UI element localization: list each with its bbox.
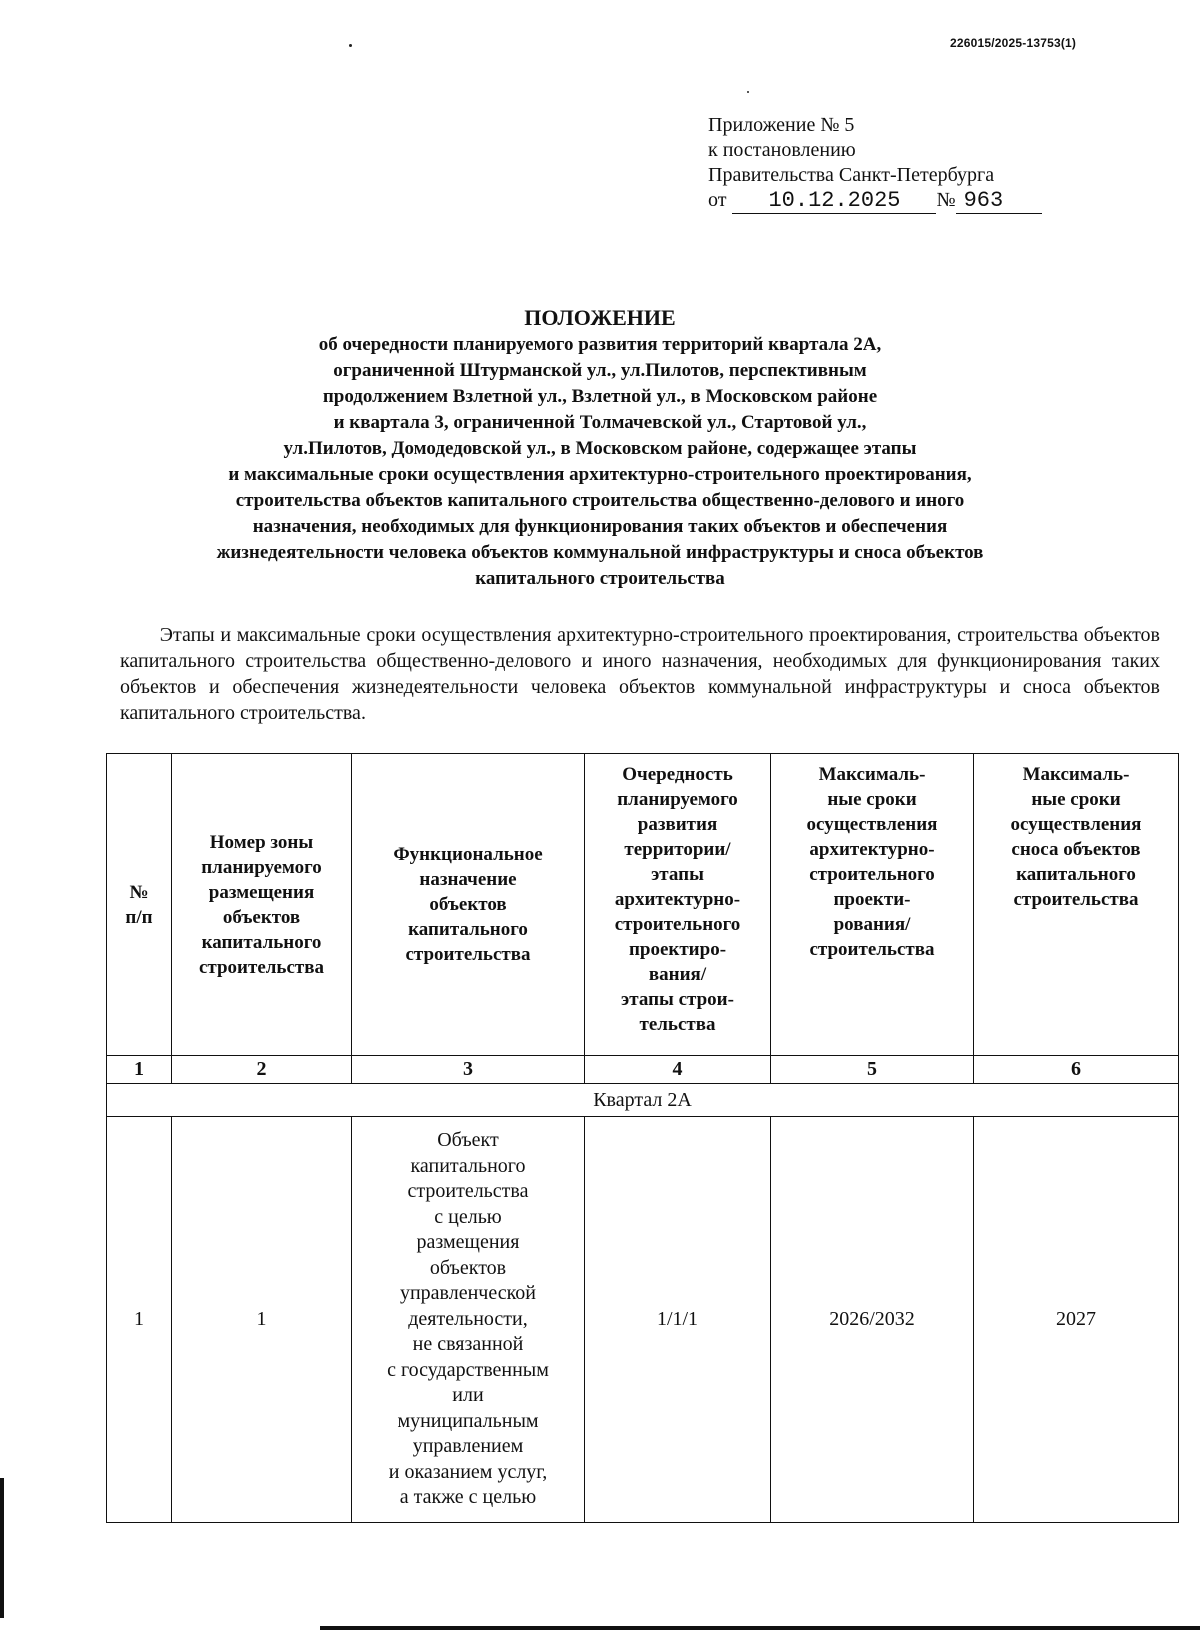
title-line: и максимальные сроки осуществления архитектурно-строительного проектирования, [228, 464, 972, 485]
title-line: и квартала 3, ограниченной Толмачевской ул., Стартовой ул., [333, 412, 867, 433]
section-title: Квартал 2А [107, 1084, 1179, 1117]
appendix-header [708, 113, 1042, 214]
intro-paragraph [120, 622, 1160, 726]
header-demolition-term: Максималь- ные сроки осуществления сноса объектов капитального строительства [974, 754, 1179, 1056]
header-functional-purpose: Функциональное назначение объектов капитального строительства [352, 754, 585, 1056]
column-number: 1 [107, 1056, 172, 1084]
column-number: 2 [172, 1056, 352, 1084]
title-line: ограниченной Штурманской ул., ул.Пилотов, перспективным [333, 360, 867, 381]
header-design-build-term: Максималь- ные сроки осуществления архитектурно- строительного проекти- рования/ строительства [771, 754, 974, 1056]
header-zone-number: Номер зоны планируемого размещения объектов капитального строительства [172, 754, 352, 1056]
column-number: 5 [771, 1056, 974, 1084]
cell-functional-purpose: Объект капитального строительства с целью размещения объектов управленческой деятельности, не связанной с государственным или муниципальным управлением и оказанием услуг, а также с целью [352, 1117, 585, 1523]
cell-zone-number: 1 [172, 1117, 352, 1523]
title-line: об очередности планируемого развития территорий квартала 2А, [318, 334, 882, 355]
title-line: продолжением Взлетной ул., Взлетной ул., в Московском районе [322, 386, 878, 407]
number-label: № [936, 189, 956, 211]
scan-speck [747, 91, 749, 93]
scan-bottom-edge [320, 1626, 1200, 1630]
decree-date-number-row [708, 188, 1042, 214]
appendix-reference: к постановлению [708, 139, 856, 161]
title-line: ул.Пилотов, Домодедовской ул., в Московском районе, содержащее этапы [283, 438, 917, 459]
title-main: ПОЛОЖЕНИЕ [524, 305, 676, 330]
document-title [100, 304, 1100, 592]
scan-edge-mark [0, 1478, 4, 1618]
intro-text: Этапы и максимальные сроки осуществления архитектурно-строительного проектирования, строительства объектов капитального строительства общественно-делового и иного назначения, необходимых для функционирования таких объектов и обеспечения жизнедеятельности человека объектов коммунальной инфраструктуры и сноса объектов капитального строительства. [120, 624, 1161, 724]
decree-number: 963 [956, 190, 1042, 214]
title-line: строительства объектов капитального строительства общественно-делового и иного [235, 490, 965, 511]
column-number: 6 [974, 1056, 1179, 1084]
decree-date: 10.12.2025 [732, 190, 936, 214]
table-header-row [107, 754, 1179, 1056]
column-number: 4 [585, 1056, 771, 1084]
cell-row-number: 1 [107, 1117, 172, 1523]
title-line: жизнедеятельности человека объектов коммунальной инфраструктуры и сноса объектов [216, 542, 984, 563]
stages-table [106, 753, 1179, 1523]
document-id: 226015/2025-13753(1) [950, 36, 1077, 50]
cell-demolition-term: 2027 [974, 1117, 1179, 1523]
title-line: назначения, необходимых для функционирования таких объектов и обеспечения [252, 516, 948, 537]
column-number-row [107, 1056, 1179, 1084]
appendix-number: Приложение № 5 [708, 114, 855, 136]
cell-design-build-term: 2026/2032 [771, 1117, 974, 1523]
title-line: капитального строительства [475, 568, 725, 589]
cell-development-order: 1/1/1 [585, 1117, 771, 1523]
column-number: 3 [352, 1056, 585, 1084]
header-row-number: № п/п [107, 754, 172, 1056]
header-development-order: Очередность планируемого развития территории/ этапы архитектурно- строительного проектиро- вания/ этапы строи- тельства [585, 754, 771, 1056]
section-row [107, 1084, 1179, 1117]
from-label: от [708, 189, 727, 211]
appendix-authority: Правительства Санкт-Петербурга [708, 164, 995, 186]
table-row [107, 1117, 1179, 1523]
scan-speck [349, 44, 352, 47]
